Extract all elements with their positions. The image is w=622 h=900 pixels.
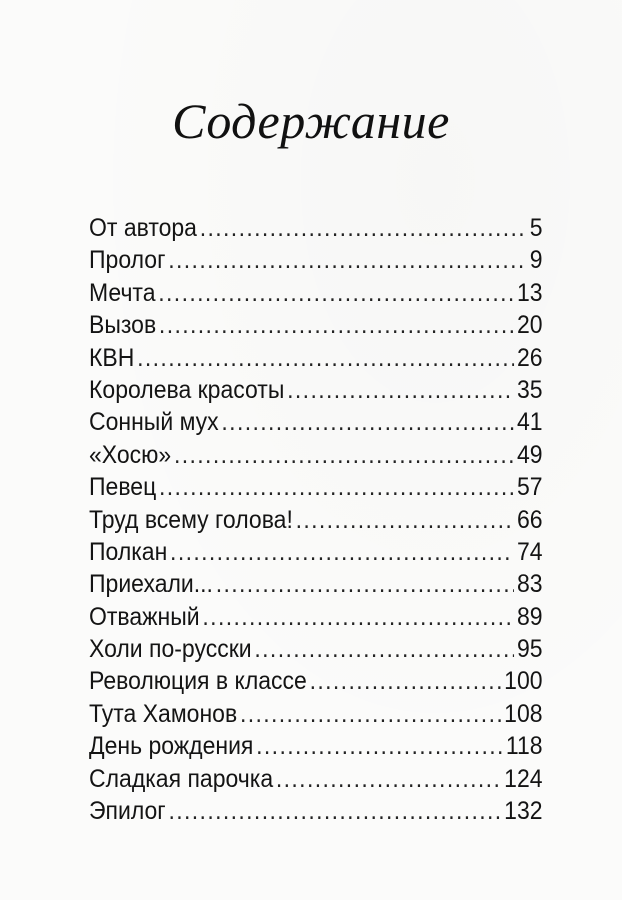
toc-entry-page: 89 bbox=[516, 602, 543, 631]
dot-leader bbox=[170, 536, 514, 568]
toc-entry-title: Революция в классе bbox=[89, 667, 307, 696]
toc-entry-page: 26 bbox=[516, 343, 543, 372]
toc-entry-title: Отважный bbox=[89, 602, 200, 631]
dot-leader bbox=[158, 277, 514, 309]
toc-entry bbox=[89, 536, 543, 568]
toc-entry-page: 41 bbox=[516, 408, 543, 437]
dot-leader bbox=[168, 244, 527, 276]
dot-leader bbox=[216, 568, 515, 600]
toc-entry bbox=[89, 698, 543, 730]
toc-entry bbox=[89, 309, 543, 341]
toc-entry-title: Мечта bbox=[89, 278, 156, 307]
dot-leader bbox=[276, 763, 502, 795]
toc-entry-page: 83 bbox=[516, 570, 543, 599]
dot-leader bbox=[221, 406, 514, 438]
toc-entry-title: От автора bbox=[89, 214, 197, 242]
toc-entry-page: 9 bbox=[529, 246, 543, 275]
toc-entry-title: Вызов bbox=[89, 311, 157, 340]
toc-entry-page: 108 bbox=[504, 699, 543, 728]
toc-entry-title: День рождения bbox=[89, 732, 254, 761]
toc-entry bbox=[89, 601, 543, 633]
toc-entry-page: 100 bbox=[504, 667, 543, 696]
toc-entry-title: Труд всему голова! bbox=[89, 505, 293, 534]
dot-leader bbox=[174, 439, 514, 471]
toc-entry-title: Эпилог bbox=[89, 797, 166, 826]
toc-entry-title: КВН bbox=[89, 343, 135, 372]
toc-entry-title: Королева красоты bbox=[89, 375, 285, 404]
toc-entry-title: Певец bbox=[89, 473, 157, 502]
toc-entry-title: «Хосю» bbox=[89, 440, 172, 469]
toc-entry-page: 57 bbox=[516, 473, 543, 502]
dot-leader bbox=[200, 212, 527, 244]
dot-leader bbox=[202, 601, 514, 633]
toc-entry-title: Пролог bbox=[89, 246, 166, 275]
toc-entry bbox=[89, 795, 543, 827]
toc-entry-page: 13 bbox=[516, 278, 543, 307]
toc-entry bbox=[89, 439, 543, 471]
toc-entry-title: Полкан bbox=[89, 537, 168, 566]
dot-leader bbox=[137, 342, 514, 374]
toc-entry-title: Тута Хамонов bbox=[89, 699, 238, 728]
toc-entry bbox=[89, 633, 543, 665]
dot-leader bbox=[159, 471, 514, 503]
dot-leader bbox=[254, 633, 514, 665]
toc-entry bbox=[89, 568, 543, 600]
dot-leader bbox=[159, 309, 514, 341]
toc-entry-page: 5 bbox=[529, 214, 543, 242]
toc-entry bbox=[89, 471, 543, 503]
toc-entry bbox=[89, 730, 543, 762]
toc-entry-page: 95 bbox=[516, 635, 543, 664]
toc-entry-title: Сонный мух bbox=[89, 408, 219, 437]
toc-entry bbox=[89, 342, 543, 374]
toc-entry bbox=[89, 212, 543, 244]
toc-entry-page: 132 bbox=[504, 797, 543, 826]
dot-leader bbox=[168, 795, 501, 827]
dot-leader bbox=[287, 374, 514, 406]
toc-entry-title: Приехали... bbox=[89, 570, 213, 599]
toc-entry-page: 118 bbox=[505, 732, 543, 761]
dot-leader bbox=[310, 665, 502, 697]
toc-entry-page: 35 bbox=[516, 375, 543, 404]
toc-entry-page: 66 bbox=[516, 505, 543, 534]
toc-entry-page: 49 bbox=[516, 440, 543, 469]
dot-leader bbox=[296, 504, 515, 536]
toc-entry bbox=[89, 244, 543, 276]
table-of-contents bbox=[89, 212, 543, 827]
toc-entry bbox=[89, 504, 543, 536]
toc-entry bbox=[89, 763, 543, 795]
toc-entry-title: Холи по-русски bbox=[89, 635, 252, 664]
page-title: Содержание bbox=[172, 93, 450, 149]
toc-entry-page: 20 bbox=[516, 311, 543, 340]
toc-entry-title: Сладкая парочка bbox=[89, 764, 274, 793]
toc-entry bbox=[89, 665, 543, 697]
toc-entry bbox=[89, 406, 543, 438]
toc-entry bbox=[89, 374, 543, 406]
dot-leader bbox=[256, 730, 503, 762]
toc-entry bbox=[89, 277, 543, 309]
dot-leader bbox=[240, 698, 501, 730]
toc-entry-page: 74 bbox=[516, 537, 543, 566]
toc-entry-page: 124 bbox=[504, 764, 543, 793]
